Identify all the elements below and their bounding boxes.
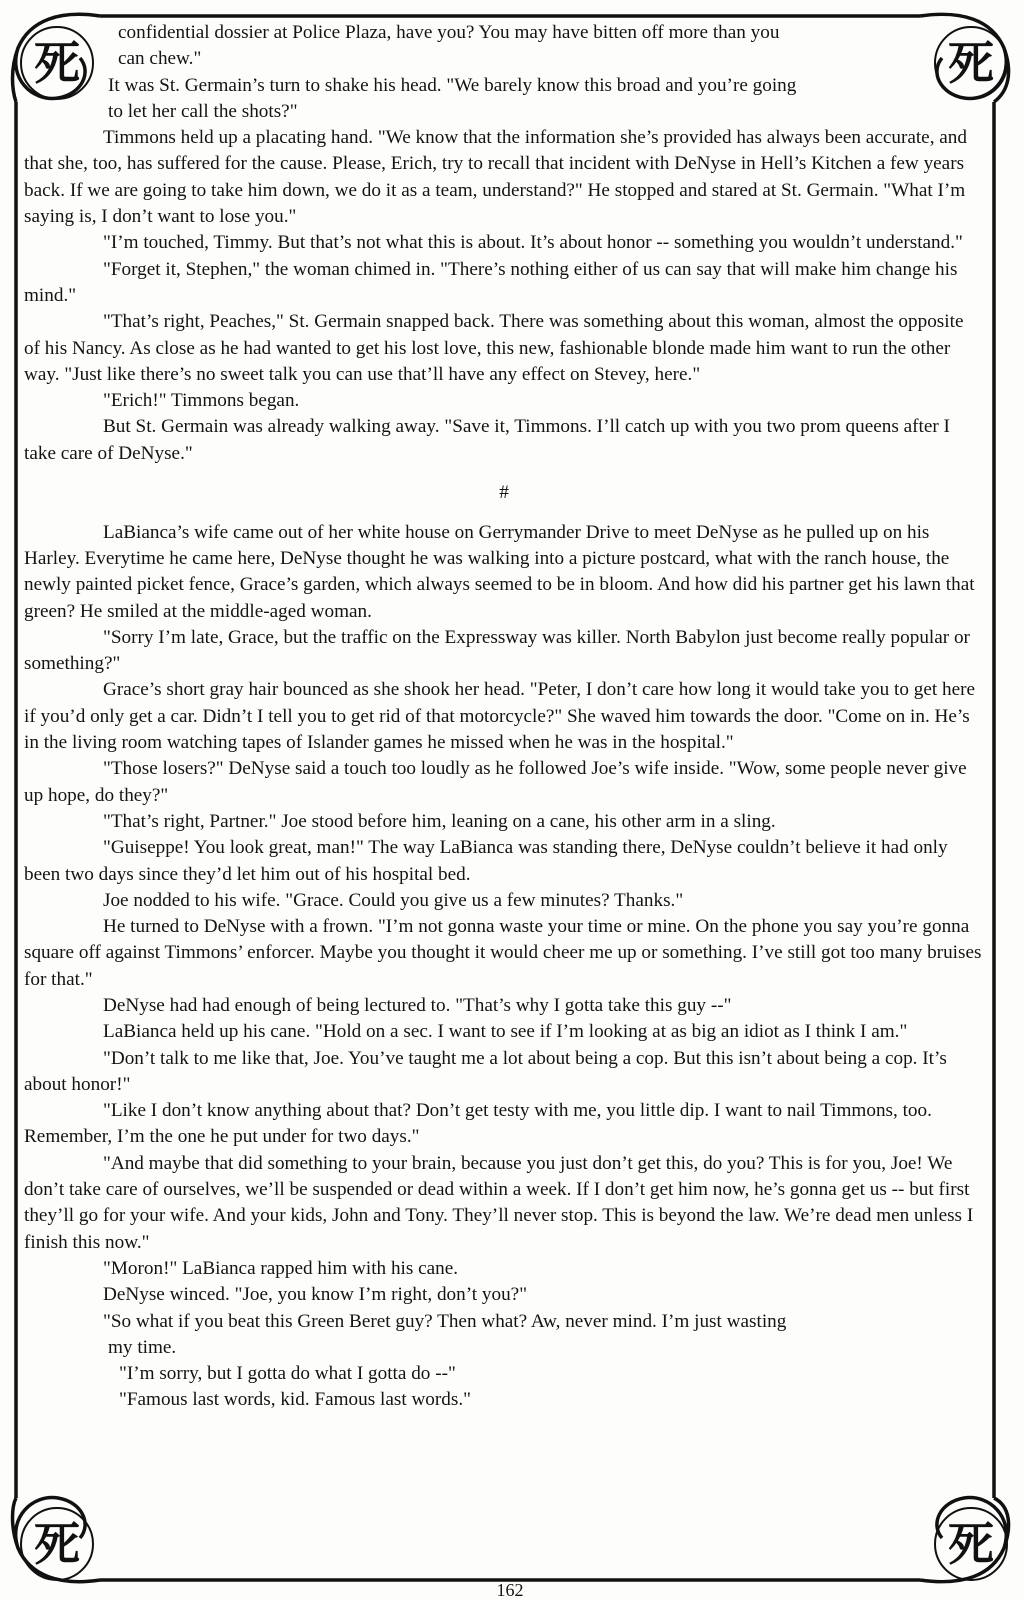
paragraph-line: confidential dossier at Police Plaza, have you? You may have bitten off more than you xyxy=(118,22,780,43)
kanji-shi-death-icon: 死 xyxy=(34,1517,80,1571)
paragraph-line: to let her call the shots?" xyxy=(108,100,298,122)
paragraph-line: my time. xyxy=(108,1336,177,1358)
paragraph: "I’m touched, Timmy. But that’s not what this is about. It’s about honor -- something you wouldn’t understand." xyxy=(103,232,963,254)
paragraph: But St. Germain was already walking away. "Save it, Timmons. I’ll catch up with you two prom queens after I take care of DeNyse." xyxy=(24,416,950,464)
kanji-shi-death-icon: 死 xyxy=(948,1517,994,1571)
paragraph: DeNyse winced. "Joe, you know I’m right, don’t you?" xyxy=(103,1284,528,1306)
paragraph: "That’s right, Partner." Joe stood before him, leaning on a cane, his other arm in a sling. xyxy=(103,810,776,832)
paragraph: LaBianca held up his cane. "Hold on a sec. I want to see if I’m looking at as big an idiot as I think I am." xyxy=(103,1021,908,1043)
paragraph-line: "I’m sorry, but I gotta do what I gotta do --" xyxy=(119,1363,456,1385)
kanji-shi-death-icon: 死 xyxy=(34,36,80,90)
paragraph: "Sorry I’m late, Grace, but the traffic on the Expressway was killer. North Babylon just become really popular or something?" xyxy=(24,626,970,675)
scene-separator: # xyxy=(499,482,509,504)
paragraph: "And maybe that did something to your brain, because you just don’t get this, do you? This is for you, Joe! We don’t take care of ourselves, we’ll be suspended or dead within a week. If I don’t get him now, he’s gonna get us -- but first they’ll go for your wife. And your kids, John and Tony. They’ll never stop. This is beyond the law. We’re dead men unless I finish this now." xyxy=(24,1152,974,1253)
paragraph: "Guiseppe! You look great, man!" The way LaBianca was standing there, DeNyse couldn’t believe it had only been two days since they’d let him out of his hospital bed. xyxy=(24,837,948,885)
paragraph-line: It was St. Germain’s turn to shake his head. "We barely know this broad and you’re going xyxy=(108,74,797,96)
paragraph: "Like I don’t know anything about that? Don’t get testy with me, you little dip. I want to nail Timmons, too. Remember, I’m the one he put under for two days." xyxy=(24,1100,932,1148)
paragraph: He turned to DeNyse with a frown. "I’m not gonna waste your time or mine. On the phone you say you’re gonna square off against Timmons’ enforcer. Maybe you thought it would cheer me up or something. I’ve still got too many bruises for that." xyxy=(24,916,982,990)
paragraph: "Those losers?" DeNyse said a touch too loudly as he followed Joe’s wife inside. "Wow, some people never give up hope, do they?" xyxy=(24,758,967,806)
paragraph: Joe nodded to his wife. "Grace. Could you give us a few minutes? Thanks." xyxy=(103,889,684,911)
paragraph: "Forget it, Stephen," the woman chimed in. "There’s nothing either of us can say that will make him change his mind." xyxy=(24,258,958,306)
paragraph: Grace’s short gray hair bounced as she shook her head. "Peter, I don’t care how long it would take you to get here if you’d only get a car. Didn’t I tell you to get rid of that motorcycle?" She waved him towards the door. "Come on in. He’s in the living room watching tapes of Islander games he missed when he was in the hospital." xyxy=(24,679,976,754)
story-text xyxy=(24,20,984,1414)
paragraph: Timmons held up a placating hand. "We know that the information she’s provided has always been accurate, and that she, too, has suffered for the cause. Please, Erich, try to recall that incident with DeNyse in Hell’s Kitchen a few years back. If we are going to take him down, we do it as a team, understand?" He stopped and stared at St. Germain. "What I’m saying is, I don’t want to lose you." xyxy=(24,127,967,228)
paragraph: LaBianca’s wife came out of her white house on Gerrymander Drive to meet DeNyse as he pulled up on his Harley. Everytime he came here, DeNyse thought he was walking into a picture postcard, what with the ranch house, the newly painted picket fence, Grace’s garden, which always seemed to be in bloom. And how did his partner get his lawn that green? He smiled at the middle-aged woman. xyxy=(24,521,975,622)
paragraph-line: "Famous last words, kid. Famous last words." xyxy=(119,1389,471,1411)
paragraph: DeNyse had had enough of being lectured to. "That’s why I gotta take this guy --" xyxy=(103,994,732,1016)
paragraph-line: "So what if you beat this Green Beret guy? Then what? Aw, never mind. I’m just wasting xyxy=(103,1310,787,1332)
paragraph: "That’s right, Peaches," St. Germain snapped back. There was something about this woman, almost the opposite of his Nancy. As close as he had wanted to get his lost love, this new, fashionable blonde made him want to run the other way. "Just like there’s no sweet talk you can use that’ll have any effect on Stevey, here." xyxy=(24,311,964,385)
paragraph: "Moron!" LaBianca rapped him with his cane. xyxy=(103,1257,459,1279)
paragraph: "Don’t talk to me like that, Joe. You’ve taught me a lot about being a cop. But this isn’t about being a cop. It’s about honor!" xyxy=(24,1047,947,1095)
page-number: 162 xyxy=(496,1580,524,1600)
paragraph-line: can chew." xyxy=(118,48,202,70)
paragraph: "Erich!" Timmons began. xyxy=(103,390,300,412)
kanji-shi-death-icon: 死 xyxy=(948,36,994,90)
